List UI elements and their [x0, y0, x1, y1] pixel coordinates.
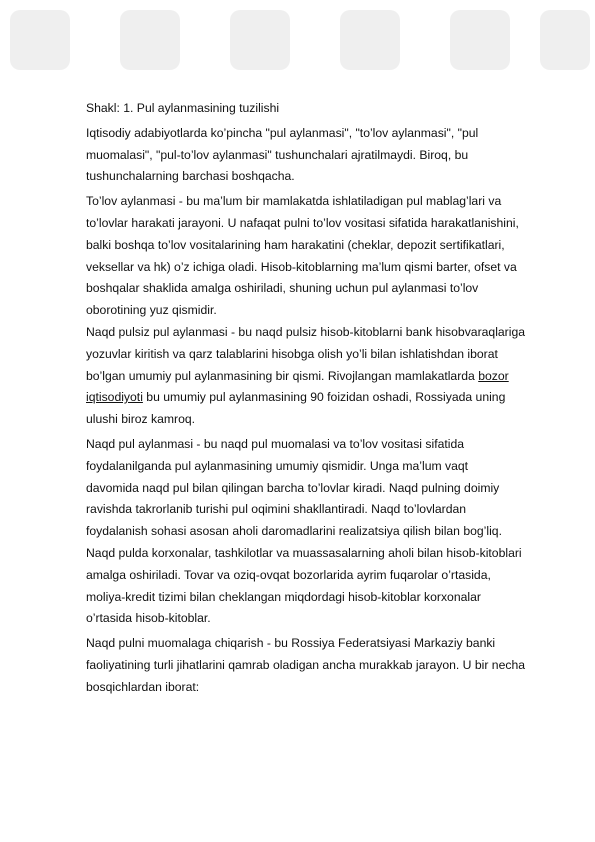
text-line: oborotining yuz qismidir.	[86, 303, 217, 318]
text-line	[86, 366, 556, 388]
text-line: moliya-kredit tizimi bilan cheklangan miqdordagi hisob-kitoblar korxonalar	[86, 589, 481, 604]
text-line: To’lov aylanmasi - bu ma’lum bir mamlakatda ishlatiladigan pul mablag’lari va	[86, 194, 502, 209]
market-economy-link-part1[interactable]: bozor	[478, 368, 509, 383]
text-line: veksellar va hk) o’z ichiga oladi. Hisob-kitoblarning ma’lum qismi barter, ofset va	[86, 259, 517, 274]
paragraph-5	[86, 633, 556, 698]
text-line: davomida naqd pul bilan qilingan barcha to’lovlar kiradi. Naqd pulning doimiy	[86, 480, 500, 495]
text-line: yozuvlar kiritish va qarz talablarini hisobga olish yo’li bilan ishlatishdan iborat	[86, 346, 498, 361]
text-line	[86, 387, 556, 409]
text-line: ulushi biroz kamroq.	[86, 412, 196, 427]
paragraph-3	[86, 322, 556, 431]
text-line: foydalanish sohasi asosan aholi daromadlarini realizatsiya qilish bilan bog’liq.	[86, 524, 502, 539]
text-line: Iqtisodiy adabiyotlarda ko’pincha "pul aylanmasi", "to’lov aylanmasi", "pul	[86, 125, 479, 140]
figure-caption: Shakl: 1. Pul aylanmasining tuzilishi	[86, 101, 280, 115]
text-line: foydalanilganda pul aylanmasining umumiy qismidir. Unga ma’lum vaqt	[86, 458, 469, 473]
paragraph-4	[86, 434, 556, 630]
text-line: boshqalar shaklida amalga oshiriladi, shuning uchun pul aylanmasi to’lov	[86, 281, 479, 296]
text-line: amalga oshiriladi. Tovar va oziq-ovqat bozorlarida ayrim fuqarolar o’rtasida,	[86, 567, 491, 582]
paragraph-1	[86, 123, 556, 188]
text-line: ravishda takrorlanib turishi pul oqimini shakllantiradi. Naqd to’lovlardan	[86, 502, 467, 517]
market-economy-link-part2[interactable]: iqtisodiyoti	[86, 390, 143, 405]
text-line: faoliyatining turli jihatlarini qamrab oladigan ancha murakkab jarayon. U bir necha	[86, 657, 525, 672]
text-segment: bo’lgan umumiy pul aylanmasining bir qismi. Rivojlangan mamlakatlarda	[86, 368, 479, 383]
text-line: bosqichlardan iborat:	[86, 679, 200, 694]
text-line: tushunchalarning barchasi boshqacha.	[86, 169, 295, 184]
text-line: Naqd pulsiz pul aylanmasi - bu naqd pulsiz hisob-kitoblarni bank hisobvaraqlariga	[86, 324, 525, 339]
text-line: o’rtasida hisob-kitoblar.	[86, 611, 211, 626]
text-line: balki boshqa to’lov vositalarining ham harakatini (cheklar, depozit sertifikatlari,	[86, 237, 505, 252]
text-line: muomalasi", "pul-to’lov aylanmasi" tushunchalari ajratilmaydi. Biroq, bu	[86, 147, 469, 162]
text-line: to’lovlar harakati jarayoni. U nafaqat pulni to’lov vositasi sifatida harakatlanishini,	[86, 215, 519, 230]
text-segment: bu umumiy pul aylanmasining 90 foizidan oshadi, Rossiyada uning	[142, 390, 506, 405]
text-line: Naqd pulda korxonalar, tashkilotlar va muassasalarning aholi bilan hisob-kitoblari	[86, 545, 522, 560]
text-line: Naqd pulni muomalaga chiqarish - bu Rossiya Federatsiyasi Markaziy banki	[86, 636, 496, 651]
document-page	[86, 98, 556, 699]
text-line: Naqd pul aylanmasi - bu naqd pul muomalasi va to’lov vositasi sifatida	[86, 436, 465, 451]
paragraph-2	[86, 191, 556, 322]
